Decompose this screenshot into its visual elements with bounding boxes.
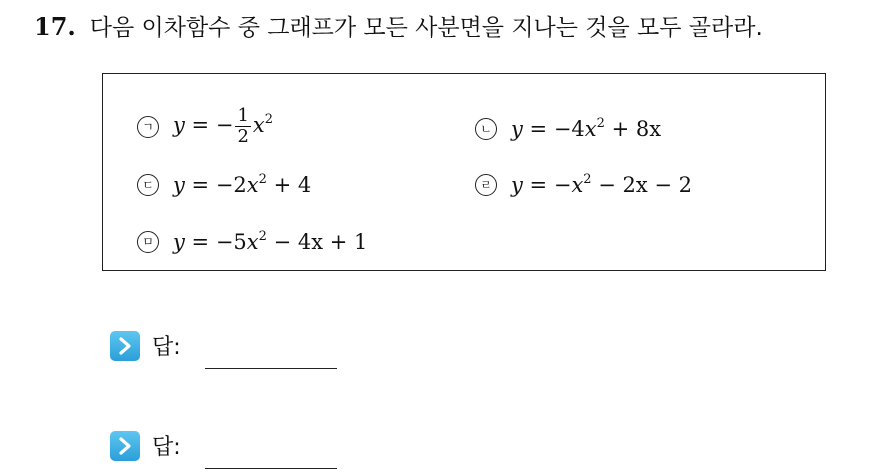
formula-var: x bbox=[571, 173, 584, 197]
question-header bbox=[34, 10, 763, 45]
formula-coef: −2 bbox=[215, 173, 247, 197]
option-formula: y = − $\frac{1}{2}$ $x^2$ bbox=[173, 105, 274, 147]
formula-rest: − 2x − 2 bbox=[591, 173, 693, 197]
chevron-right-icon bbox=[110, 331, 140, 361]
option-4 bbox=[475, 172, 692, 197]
formula-rest: + 4 bbox=[266, 173, 312, 197]
formula-coef: −5 bbox=[215, 230, 247, 254]
formula-coef: − bbox=[553, 173, 572, 197]
option-marker: ㄱ bbox=[137, 116, 159, 138]
formula-rest: − 4x + 1 bbox=[266, 230, 368, 254]
answer-row-2 bbox=[110, 430, 337, 461]
question-number: 17. bbox=[34, 12, 76, 41]
fraction-numerator: 1 bbox=[237, 105, 249, 126]
formula-exp: 2 bbox=[258, 172, 267, 187]
formula-lhs: y bbox=[173, 113, 185, 137]
option-marker: ㄴ bbox=[475, 118, 497, 140]
formula-lhs: y bbox=[511, 173, 523, 197]
formula-lhs: y bbox=[173, 230, 185, 254]
answer-label: 답: bbox=[152, 335, 181, 360]
formula-coef: −4 bbox=[553, 117, 585, 141]
option-2 bbox=[475, 116, 661, 141]
formula-exp: 2 bbox=[583, 172, 592, 187]
formula-coef: − bbox=[215, 113, 234, 137]
answer-blank[interactable] bbox=[205, 342, 337, 369]
formula-exp: 2 bbox=[264, 112, 274, 127]
option-marker: ㄹ bbox=[475, 174, 497, 196]
options-box bbox=[102, 73, 826, 271]
answer-blank[interactable] bbox=[205, 442, 337, 469]
option-formula: $y = -4x^2 + 8x$ bbox=[511, 116, 662, 141]
option-3 bbox=[137, 172, 311, 197]
formula-exp: 2 bbox=[258, 229, 267, 244]
formula-var: x bbox=[584, 117, 597, 141]
fraction-denominator: 2 bbox=[237, 126, 249, 147]
answer-label: 답: bbox=[152, 435, 181, 460]
formula-exp: 2 bbox=[596, 116, 605, 131]
chevron-right-icon bbox=[110, 431, 140, 461]
option-1 bbox=[137, 106, 273, 147]
formula-var: x bbox=[252, 113, 265, 137]
question-text: 다음 이차함수 중 그래프가 모든 사분면을 지나는 것을 모두 골라라. bbox=[89, 15, 763, 41]
formula-lhs: y bbox=[511, 117, 523, 141]
option-marker: ㄷ bbox=[137, 174, 159, 196]
formula-lhs: y bbox=[173, 173, 185, 197]
option-formula: $y = -5x^2 - 4x + 1$ bbox=[173, 229, 368, 254]
option-marker: ㅁ bbox=[137, 231, 159, 253]
formula-rest: + 8x bbox=[604, 117, 662, 141]
option-formula: $y = -2x^2 + 4$ bbox=[173, 172, 312, 197]
fraction bbox=[235, 106, 250, 147]
answer-row-1 bbox=[110, 330, 337, 361]
formula-var: x bbox=[246, 173, 259, 197]
option-5 bbox=[137, 229, 367, 254]
formula-var: x bbox=[246, 230, 259, 254]
option-formula: $y = -x^2 - 2x - 2$ bbox=[511, 172, 693, 197]
